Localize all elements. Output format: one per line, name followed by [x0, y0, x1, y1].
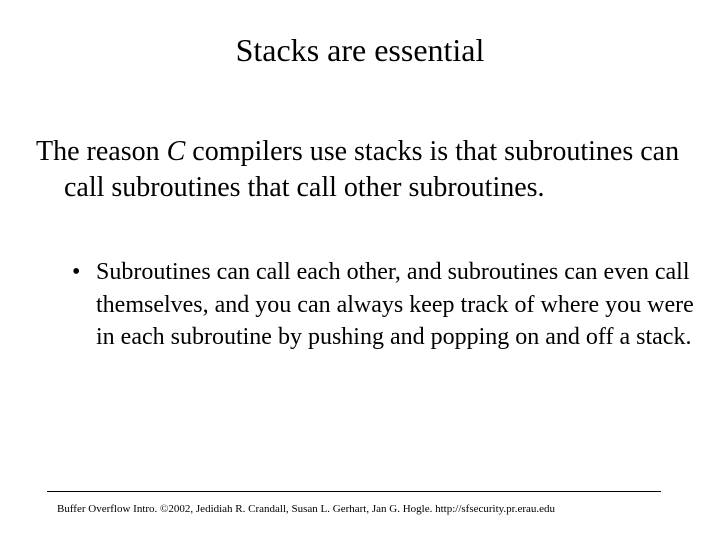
footer-credits: Buffer Overflow Intro. ©2002, Jedidiah R. Crandall, Susan L. Gerhart, Jan G. Hogle. http://sfsecurity.pr.erau.edu	[57, 503, 556, 515]
bullet-icon: •	[72, 259, 81, 285]
slide-title: Stacks are essential	[235, 32, 485, 68]
main-point-text-end: compilers use stacks is that subroutines can call subroutines that call other subroutines.	[64, 136, 680, 203]
sub-bullet-point	[72, 256, 706, 354]
sub-point-text: Subroutines can call each other, and subroutines can even call themselves, and you can always keep track of where you were in each subroutine by pushing and popping on and off a stack.	[96, 259, 694, 350]
main-point-italic-c: C	[166, 136, 186, 167]
main-bullet-point	[36, 134, 704, 206]
footer-divider	[47, 491, 661, 492]
main-point-text-start: The reason	[36, 136, 167, 167]
